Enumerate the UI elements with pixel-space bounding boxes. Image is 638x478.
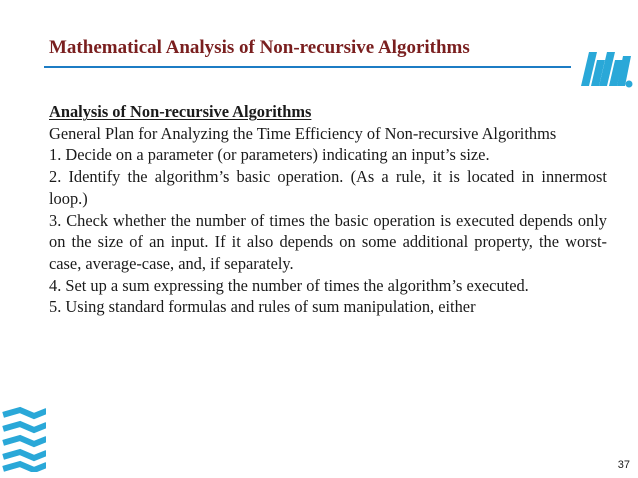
step-item: 4. Set up a sum expressing the number of times the algorithm’s executed. bbox=[49, 275, 529, 295]
logo-mark-icon bbox=[575, 46, 633, 90]
step-item: 3. Check whether the number of times the basic operation is executed depends only on the size of an input. If it also depends on some additional property, the worst-case, average-case, and, if separately. bbox=[49, 210, 607, 273]
step-item: 2. Identify the algorithm’s basic operation. (As a rule, it is located in innermost loop.) bbox=[49, 167, 607, 208]
page-number: 37 bbox=[617, 459, 630, 471]
step-item: 5. Using standard formulas and rules of sum manipulation, either bbox=[49, 297, 476, 317]
step-item: 1. Decide on a parameter (or parameters) indicating an input’s size. bbox=[49, 145, 490, 165]
page-title: Mathematical Analysis of Non-recursive Algorithms bbox=[49, 37, 470, 58]
section-heading: Analysis of Non-recursive Algorithms bbox=[49, 102, 312, 121]
title-divider bbox=[44, 66, 571, 68]
logo-mark-icon bbox=[2, 406, 46, 472]
intro-paragraph: General Plan for Analyzing the Time Efficiency of Non-recursive Algorithms bbox=[49, 123, 557, 143]
slide-body bbox=[49, 101, 607, 318]
